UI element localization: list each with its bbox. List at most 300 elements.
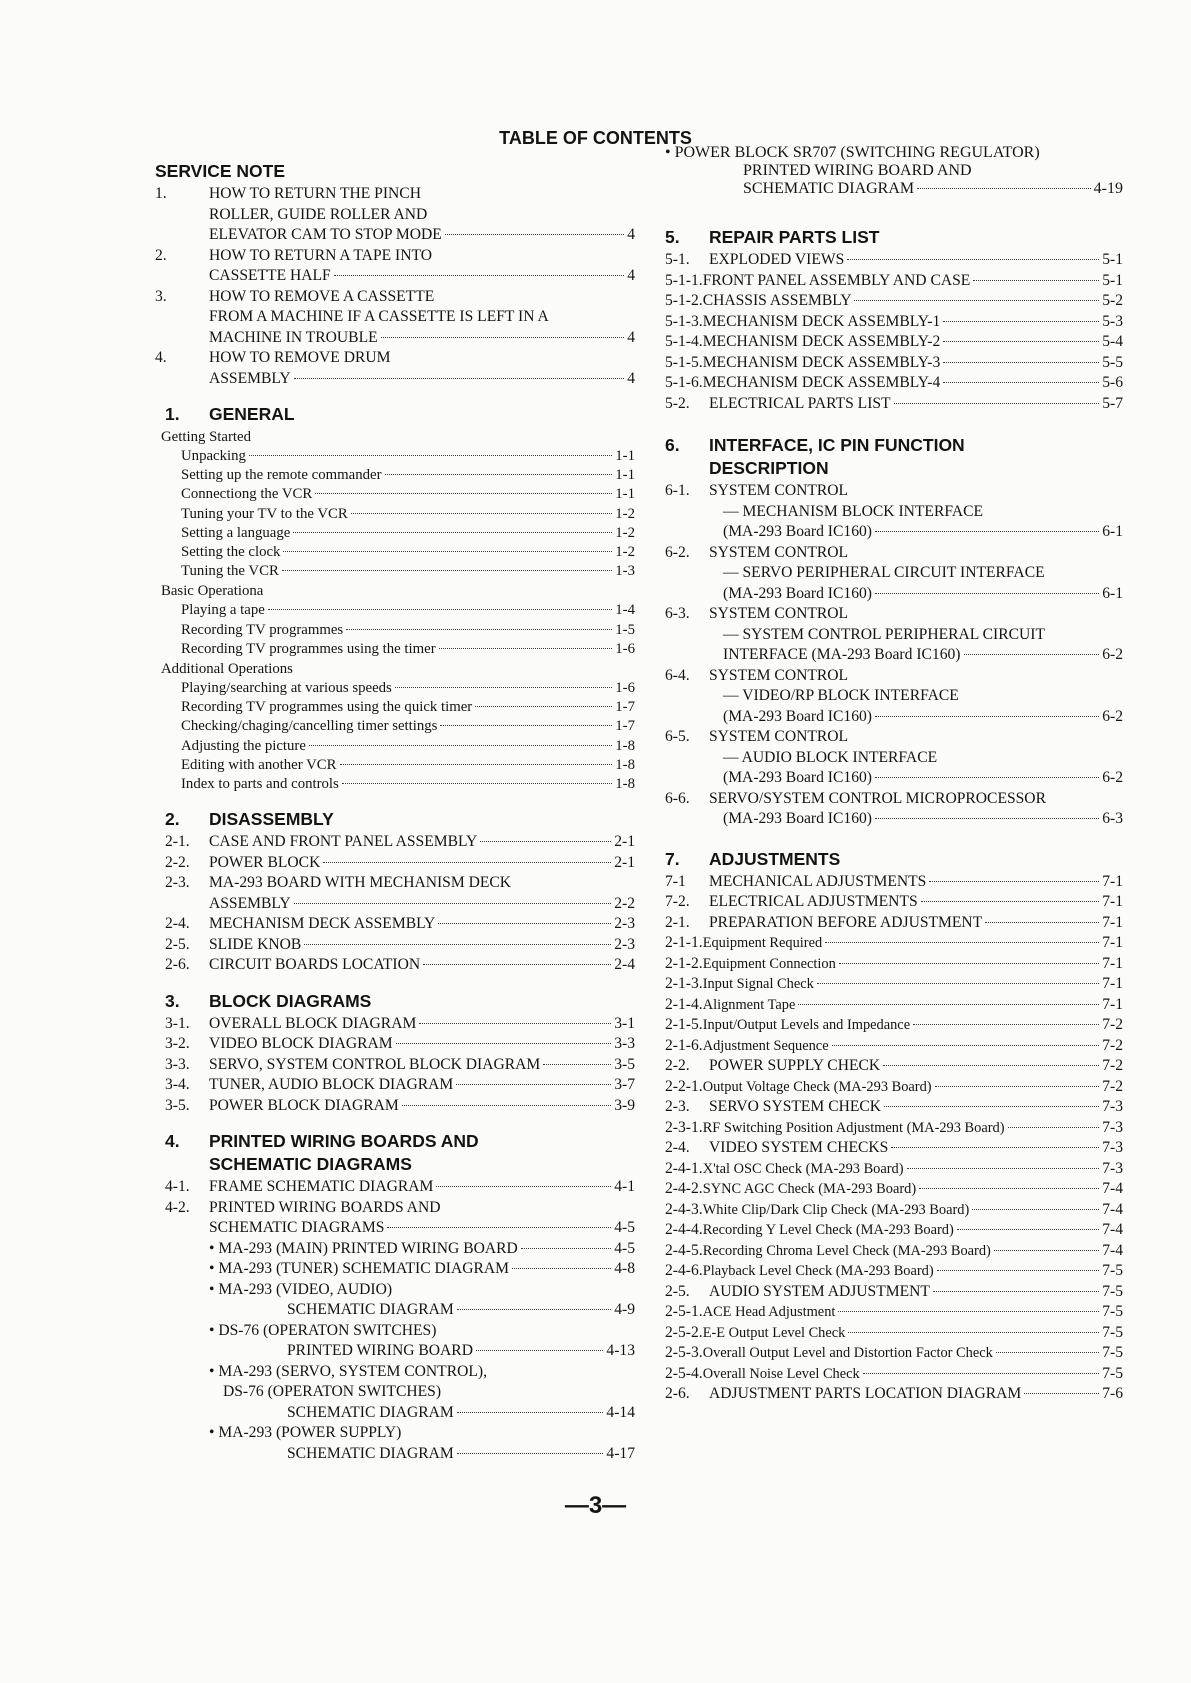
toc-line [709, 584, 1123, 605]
toc-line [209, 832, 635, 853]
toc-line [703, 332, 1123, 353]
dot-leader [919, 1188, 1099, 1189]
group-label: Basic Operationa [161, 583, 264, 600]
entry-number: 2-5-1. [665, 1303, 703, 1320]
entry-number: 2-4-4. [665, 1221, 703, 1238]
page-ref: 7-1 [1102, 893, 1123, 910]
dot-leader [340, 764, 613, 765]
entry-title: Checking/chaging/cancelling timer settings [181, 718, 438, 735]
entry-body [209, 1321, 635, 1362]
section-title [709, 434, 1123, 480]
entry-body [209, 1280, 635, 1321]
entry-body [709, 1282, 1123, 1303]
toc-entry [165, 853, 635, 874]
toc-line [709, 543, 1123, 564]
page-ref: 2-4 [614, 956, 635, 974]
dot-leader [395, 687, 612, 688]
toc-entry [165, 1075, 635, 1096]
entry-number: 3-3. [165, 1055, 190, 1073]
entry-number: 4. [155, 349, 167, 366]
dot-leader [480, 841, 611, 842]
dot-leader [249, 455, 612, 456]
toc-entry [665, 974, 1123, 995]
toc-entry [665, 481, 1123, 543]
toc-line [703, 1323, 1123, 1344]
entry-title: PRINTED WIRING BOARD AND [743, 162, 972, 179]
left-column [155, 160, 635, 1478]
entry-indent [165, 1259, 209, 1280]
entry-title: MECHANISM DECK ASSEMBLY-4 [702, 374, 941, 391]
toc-line [209, 307, 635, 328]
entry-number: 5-1-6. [665, 374, 703, 391]
section-number: 6. [665, 435, 680, 455]
entry-number: 2-4-2. [665, 1180, 703, 1197]
toc-line [181, 524, 635, 543]
page-ref: 6-2 [1102, 707, 1123, 725]
toc-bullet-entry [165, 1362, 635, 1424]
entry-body [709, 250, 1123, 271]
page-ref: 1-1 [615, 486, 635, 503]
toc-entry [665, 1200, 1123, 1221]
entry-number: 5-1-5. [665, 353, 703, 371]
toc-line [709, 604, 1123, 625]
toc-entry [155, 184, 635, 246]
page-ref: 3-7 [614, 1076, 635, 1094]
entry-title: MECHANICAL ADJUSTMENTS [709, 872, 927, 890]
dot-leader [825, 942, 1099, 943]
entry-number: 2-4-1. [665, 1159, 703, 1177]
entry-body [209, 914, 635, 935]
entry-title: AUDIO SYSTEM ADJUSTMENT [709, 1282, 930, 1300]
entry-body [709, 1384, 1123, 1405]
entry-title: SLIDE KNOB [209, 935, 302, 953]
section-number: 5. [665, 227, 680, 247]
entry-body [209, 348, 635, 389]
dot-leader [419, 1023, 611, 1024]
toc-bullet-entry [165, 1423, 635, 1464]
entry-body [209, 1362, 635, 1424]
dot-leader [832, 1045, 1100, 1046]
dot-leader [894, 403, 1100, 404]
entry-title: Recording TV programmes using the quick timer [181, 699, 473, 716]
entry-number: 2-4-3. [665, 1200, 703, 1218]
dot-leader [994, 1250, 1099, 1251]
entry-title: HOW TO RETURN THE PINCH [209, 185, 421, 202]
toc-line [709, 707, 1123, 728]
dot-leader [943, 341, 1099, 342]
section-heading [165, 808, 635, 831]
entry-title: ASSEMBLY [209, 894, 291, 912]
entry-number: 3. [155, 287, 167, 305]
toc-line [709, 1056, 1123, 1077]
entry-number: 6-6. [665, 789, 690, 807]
entry-title: HOW TO REMOVE A CASSETTE [209, 287, 435, 305]
dot-leader [293, 532, 612, 533]
page-ref: 1-4 [615, 602, 635, 619]
dot-leader [1024, 1393, 1099, 1394]
toc-entry [665, 250, 1123, 271]
toc-line [181, 756, 635, 775]
toc-entry [165, 1034, 635, 1055]
entry-title: ACE Head Adjustment [702, 1304, 836, 1320]
page-ref: 7-3 [1102, 1139, 1123, 1156]
page-ref: 7-4 [1102, 1200, 1123, 1218]
page-ref: 7-5 [1102, 1282, 1123, 1300]
page-ref: 2-1 [614, 853, 635, 871]
entry-number: 5-2. [665, 394, 690, 412]
dot-leader [929, 881, 1099, 882]
entry-title: Playing/searching at various speeds [181, 680, 392, 697]
section-number: 1. [165, 404, 180, 424]
page-title: TABLE OF CONTENTS [499, 128, 692, 148]
dot-leader [283, 551, 612, 552]
entry-title: PRINTED WIRING BOARDS AND [209, 1198, 441, 1216]
entry-title: — MECHANISM BLOCK INTERFACE [723, 502, 984, 520]
entry-title: TUNER, AUDIO BLOCK DIAGRAM [209, 1076, 454, 1094]
toc-line [209, 1198, 635, 1219]
entry-title: VIDEO SYSTEM CHECKS [709, 1139, 889, 1156]
entry-title: • MA-293 (VIDEO, AUDIO) [209, 1280, 393, 1298]
toc-line [709, 768, 1123, 789]
toc-subentry [165, 698, 635, 717]
entry-title: POWER SUPPLY CHECK [709, 1057, 881, 1074]
toc-line [209, 1280, 635, 1301]
toc-entry [165, 1096, 635, 1117]
toc-entry [665, 1056, 1123, 1077]
page-ref: 7-4 [1102, 1180, 1123, 1197]
page-ref: 3-3 [614, 1035, 635, 1053]
entry-title: (MA-293 Board IC160) [723, 707, 872, 725]
toc-entry [665, 1118, 1123, 1139]
entry-title: ELEVATOR CAM TO STOP MODE [209, 226, 442, 243]
toc-line [703, 291, 1123, 312]
entry-body [209, 1239, 635, 1260]
section-title: SERVICE NOTE [155, 161, 285, 181]
page-ref: 4-5 [614, 1219, 635, 1237]
section-heading [165, 990, 635, 1013]
dot-leader [294, 378, 625, 379]
entry-body [209, 853, 635, 874]
entry-body [709, 1138, 1123, 1159]
toc-line [209, 935, 635, 956]
toc-entry [665, 1384, 1123, 1405]
entry-title: Editing with another VCR [181, 756, 337, 773]
toc-subentry [165, 447, 635, 466]
entry-body [703, 1077, 1123, 1098]
toc-line [709, 892, 1123, 913]
dot-leader [457, 1412, 604, 1413]
toc-line [709, 1138, 1123, 1159]
page-ref: 7-2 [1102, 1057, 1123, 1074]
toc-line [209, 955, 635, 976]
entry-title: MECHANISM DECK ASSEMBLY-1 [702, 312, 941, 330]
entry-title: Index to parts and controls [181, 776, 339, 793]
entry-title: SERVO SYSTEM CHECK [709, 1098, 882, 1115]
toc-line [709, 1097, 1123, 1118]
entry-title: CHASSIS ASSEMBLY [702, 292, 852, 309]
dot-leader [933, 1291, 1099, 1292]
page-ref: 5-2 [1102, 292, 1123, 309]
dot-leader [972, 1209, 1099, 1210]
entry-title: CASSETTE HALF [209, 267, 331, 284]
entry-body [209, 955, 635, 976]
section-heading [165, 403, 635, 426]
entry-title: Recording Chroma Level Check (MA-293 Board) [702, 1242, 991, 1259]
page-ref: 1-3 [615, 563, 635, 580]
page-ref: 7-1 [1102, 913, 1123, 931]
page-ref: 1-5 [615, 621, 635, 638]
toc-entry [665, 1036, 1123, 1057]
toc-line [181, 679, 635, 698]
entry-body [209, 1423, 635, 1464]
toc-entry [665, 312, 1123, 333]
toc-subentry [165, 756, 635, 775]
entry-number: 2-5. [665, 1282, 690, 1300]
group-label: Getting Started [161, 429, 251, 445]
dot-leader [917, 188, 1091, 189]
toc-subentry [165, 640, 635, 659]
page-ref: 5-7 [1102, 394, 1123, 412]
toc-line [209, 1014, 635, 1035]
toc-entry [665, 892, 1123, 913]
entry-body [703, 373, 1123, 394]
entry-number: 2-4-5. [665, 1241, 703, 1259]
page-ref: 6-1 [1102, 584, 1123, 602]
toc-line [209, 1259, 635, 1280]
toc-line [181, 640, 635, 659]
entry-number: 5-1-2. [665, 292, 703, 309]
entry-number: 2-6. [665, 1385, 690, 1402]
page-ref: 1-8 [615, 776, 635, 793]
section-title-line: DESCRIPTION [709, 458, 829, 478]
section-block-diagrams [165, 990, 635, 1117]
toc-entry [165, 955, 635, 976]
entry-title: HOW TO REMOVE DRUM [209, 349, 391, 366]
entry-body [709, 543, 1123, 605]
toc-entry [665, 271, 1123, 292]
toc-line [181, 717, 635, 736]
page-ref: 5-3 [1102, 312, 1123, 330]
entry-body [703, 1036, 1123, 1057]
section-power-block-continued [665, 144, 1123, 198]
entry-body [709, 604, 1123, 666]
toc-line [209, 1321, 635, 1342]
dot-leader [913, 1024, 1099, 1025]
section-disassembly [165, 808, 635, 976]
section-title-line: SCHEMATIC DIAGRAMS [209, 1154, 412, 1175]
dot-leader [381, 337, 625, 338]
toc-line [181, 698, 635, 717]
page-ref: 7-6 [1102, 1385, 1123, 1402]
entry-title: X'tal OSC Check (MA-293 Board) [702, 1160, 904, 1177]
entry-number: 2-4. [165, 915, 190, 933]
toc-line [703, 933, 1123, 954]
toc-line [703, 1364, 1123, 1385]
page-ref: 2-1 [614, 833, 635, 851]
toc-subentry [165, 466, 635, 485]
section-title-line: DISASSEMBLY [209, 809, 334, 830]
entry-body [209, 873, 635, 914]
toc-line [703, 1241, 1123, 1262]
dot-leader [996, 1352, 1099, 1353]
section-number: 4. [165, 1131, 180, 1152]
section-title [209, 403, 635, 426]
page-ref: 7-5 [1102, 1262, 1123, 1279]
entry-body [665, 144, 1123, 198]
entry-title: Output Voltage Check (MA-293 Board) [702, 1078, 932, 1095]
page-ref: 7-5 [1102, 1364, 1123, 1382]
section-printed-wiring-boards [165, 1130, 635, 1464]
entry-number: 7-1 [665, 872, 686, 890]
dot-leader [875, 593, 1099, 594]
page-ref: 2-3 [614, 915, 635, 933]
entry-title: • DS-76 (OPERATON SWITCHES) [209, 1321, 437, 1339]
dot-leader [817, 983, 1099, 984]
entry-title: — SYSTEM CONTROL PERIPHERAL CIRCUIT [723, 625, 1046, 643]
toc-entry [665, 872, 1123, 893]
toc-subentry [165, 485, 635, 504]
entry-title: SCHEMATIC DIAGRAMS [209, 1219, 385, 1237]
page-ref: 1-6 [615, 640, 635, 657]
page-ref: 3-9 [614, 1096, 635, 1114]
entry-title: • MA-293 (TUNER) SCHEMATIC DIAGRAM [209, 1260, 510, 1278]
entry-body [709, 481, 1123, 543]
page-number: —3— [564, 1492, 627, 1519]
dot-leader [985, 922, 1099, 923]
entry-title: SCHEMATIC DIAGRAM [287, 1301, 454, 1319]
toc-line [209, 1075, 635, 1096]
dot-leader [854, 300, 1099, 301]
page-ref: 7-1 [1102, 954, 1123, 972]
entry-body [709, 1097, 1123, 1118]
toc-line [709, 625, 1123, 646]
toc-entry [165, 935, 635, 956]
entry-body [703, 1118, 1123, 1139]
dot-leader [798, 1004, 1099, 1005]
entry-body [709, 789, 1123, 830]
toc-bullet-entry [165, 1239, 635, 1260]
page-ref: 1-6 [615, 680, 635, 697]
toc-entry [665, 1159, 1123, 1180]
entry-title: Input Signal Check [702, 976, 814, 992]
toc-bullet-entry [165, 1280, 635, 1321]
toc-subentry [165, 601, 635, 620]
page-ref: 1-2 [615, 544, 635, 561]
entry-title: (MA-293 Board IC160) [723, 523, 872, 540]
entry-body [703, 312, 1123, 333]
toc-line [181, 485, 635, 504]
page-ref: 1-1 [615, 467, 635, 484]
section-general [161, 403, 635, 794]
toc-line [209, 1055, 635, 1076]
toc-line [709, 872, 1123, 893]
entry-title: FRONT PANEL ASSEMBLY AND CASE [702, 271, 971, 289]
toc-line [665, 180, 1123, 198]
entry-title: Playback Level Check (MA-293 Board) [702, 1263, 934, 1279]
entry-body [703, 1343, 1123, 1364]
toc-line [703, 1036, 1123, 1057]
toc-entry [665, 373, 1123, 394]
toc-line [703, 1343, 1123, 1364]
page-ref: 4-1 [614, 1178, 635, 1196]
entry-title: RF Switching Position Adjustment (MA-293 Board) [702, 1119, 1005, 1136]
toc-entry [665, 1138, 1123, 1159]
toc-line [665, 144, 1123, 162]
entry-body [703, 954, 1123, 975]
entry-title: POWER BLOCK [209, 853, 321, 871]
dot-leader [921, 901, 1100, 902]
toc-line [703, 954, 1123, 975]
entry-body [703, 995, 1123, 1016]
dot-leader [863, 1373, 1099, 1374]
entry-body [703, 1220, 1123, 1241]
section-number: 2. [165, 809, 180, 830]
dot-leader [543, 1064, 611, 1065]
entry-body [709, 872, 1123, 893]
dot-leader [457, 1453, 604, 1454]
dot-leader [521, 1248, 611, 1249]
entry-number: 2-1-2. [665, 954, 703, 972]
toc-line [709, 809, 1123, 830]
page-ref: 5-4 [1102, 333, 1123, 350]
entry-title: SYSTEM CONTROL [709, 728, 849, 745]
toc-subentry [165, 543, 635, 562]
entry-number: 2-2-1. [665, 1077, 703, 1095]
page-ref: 4 [627, 328, 635, 346]
entry-title: Overall Output Level and Distortion Factor Check [702, 1345, 993, 1361]
toc-line [209, 1034, 635, 1055]
toc-line [709, 481, 1123, 502]
dot-leader [847, 259, 1099, 260]
dot-leader [907, 1168, 1100, 1169]
entry-number: 7-2. [665, 893, 690, 910]
toc-line [709, 563, 1123, 584]
page-ref: 7-3 [1102, 1098, 1123, 1115]
entry-body [709, 666, 1123, 728]
entry-body [703, 1241, 1123, 1262]
entry-number: 6-5. [665, 728, 690, 745]
toc-line [181, 562, 635, 581]
entry-title: CIRCUIT BOARDS LOCATION [209, 956, 421, 974]
toc-entry [665, 332, 1123, 353]
entry-title: DS-76 (OPERATON SWITCHES) [223, 1383, 442, 1401]
section-title-line: INTERFACE, IC PIN FUNCTION [709, 435, 965, 455]
entry-title: POWER BLOCK DIAGRAM [209, 1096, 399, 1114]
entry-indent [165, 1239, 209, 1260]
entry-number: 2. [155, 246, 167, 264]
entry-body [703, 1015, 1123, 1036]
section-title-line: ADJUSTMENTS [709, 848, 841, 869]
toc-line [209, 369, 635, 390]
toc-entry [665, 1220, 1123, 1241]
entry-title: Adjusting the picture [181, 737, 306, 754]
entry-title: MACHINE IN TROUBLE [209, 328, 378, 346]
section-heading [165, 1130, 635, 1176]
entry-body [703, 1159, 1123, 1180]
page-ref: 6-2 [1102, 769, 1123, 786]
page-ref: 7-2 [1102, 1077, 1123, 1095]
toc-entry [165, 1177, 635, 1198]
dot-leader [1008, 1127, 1100, 1128]
dot-leader [838, 1311, 1099, 1312]
toc-entry [165, 832, 635, 853]
toc-entry [665, 394, 1123, 415]
entry-title: (MA-293 Board IC160) [723, 584, 872, 602]
entry-title: ADJUSTMENT PARTS LOCATION DIAGRAM [709, 1385, 1022, 1402]
page-ref: 4-19 [1093, 180, 1123, 197]
entry-number: 2-1-1. [665, 934, 703, 951]
toc-line [709, 666, 1123, 687]
